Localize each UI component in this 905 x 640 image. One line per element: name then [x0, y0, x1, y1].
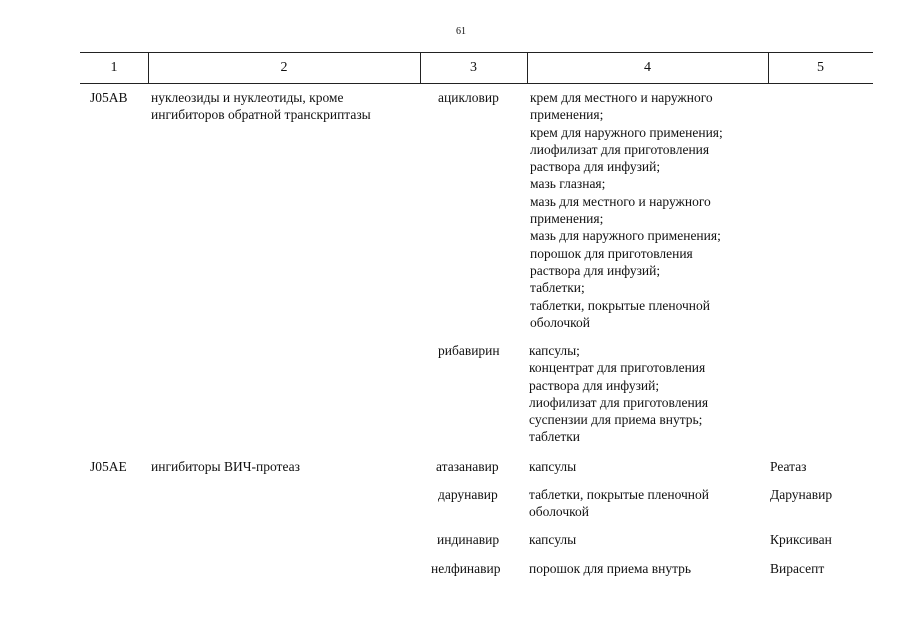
dosage-form-line: капсулы;	[529, 343, 580, 358]
group-name-line: нуклеозиды и нуклеотиды, кроме	[151, 90, 344, 105]
page-number: 61	[456, 26, 466, 37]
dosage-form-line: лиофилизат для приготовления	[530, 141, 710, 157]
dosage-forms	[529, 531, 576, 548]
group-name	[151, 89, 371, 124]
drug-name: индинавир	[437, 532, 500, 547]
dosage-forms	[529, 560, 691, 577]
dosage-form-line: капсулы	[529, 532, 577, 547]
dosage-form-line: таблетки, покрытые пленочной	[530, 297, 711, 313]
dosage-form-line: суспензии для приема внутрь;	[529, 412, 703, 428]
drug-name: ацикловир	[438, 90, 499, 105]
atc-code: J05AE	[90, 459, 127, 474]
table-top-border	[80, 52, 873, 53]
dosage-form-line: лиофилизат для приготовления	[529, 394, 709, 410]
column-header-2: 2	[280, 60, 288, 75]
dosage-form-line: крем для местного и наружного	[530, 90, 713, 105]
dosage-form-line: концентрат для приготовления	[529, 360, 706, 376]
dosage-form-line: мазь для наружного применения;	[530, 228, 721, 244]
dosage-form-line: применения;	[530, 107, 604, 123]
drug-name: нелфинавир	[431, 561, 501, 576]
dosage-forms	[529, 486, 709, 521]
dosage-form-line: оболочкой	[529, 504, 589, 520]
group-name-line: ингибиторы ВИЧ-протеаз	[151, 459, 300, 474]
brand-name: Реатаз	[770, 459, 807, 474]
group-name	[151, 458, 300, 475]
dosage-form-line: таблетки;	[530, 280, 585, 296]
dosage-form-line: порошок для приема внутрь	[529, 561, 692, 576]
dosage-form-line: капсулы	[529, 459, 577, 474]
dosage-form-line: раствора для инфузий;	[530, 159, 661, 175]
dosage-form-line: таблетки, покрытые пленочной	[529, 487, 710, 502]
dosage-form-line: мазь глазная;	[530, 176, 606, 192]
drug-name: рибавирин	[438, 343, 500, 358]
dosage-form-line: раствора для инфузий;	[529, 377, 660, 393]
dosage-form-line: крем для наружного применения;	[530, 124, 723, 140]
column-header-4: 4	[644, 60, 651, 75]
column-header-1: 1	[110, 60, 118, 75]
column-header-5: 5	[817, 60, 824, 75]
dosage-form-line: таблетки	[529, 429, 581, 445]
column-header-3: 3	[470, 60, 477, 75]
drug-name: атазанавир	[436, 459, 499, 474]
brand-name: Дарунавир	[770, 487, 833, 502]
dosage-form-line: раствора для инфузий;	[530, 262, 661, 278]
dosage-form-line: порошок для приготовления	[530, 245, 693, 261]
group-name-line: ингибиторов обратной транскриптазы	[151, 107, 371, 123]
brand-name: Криксиван	[770, 532, 832, 547]
dosage-form-line: оболочкой	[530, 314, 590, 330]
dosage-forms	[530, 89, 723, 331]
dosage-forms	[529, 458, 576, 475]
drug-name: дарунавир	[438, 487, 498, 502]
dosage-form-line: мазь для местного и наружного	[530, 193, 711, 209]
table-header-bottom-border	[80, 83, 873, 84]
dosage-form-line: применения;	[530, 211, 604, 227]
dosage-forms	[529, 342, 708, 446]
atc-code: J05AB	[90, 90, 128, 105]
brand-name: Вирасепт	[770, 561, 825, 576]
